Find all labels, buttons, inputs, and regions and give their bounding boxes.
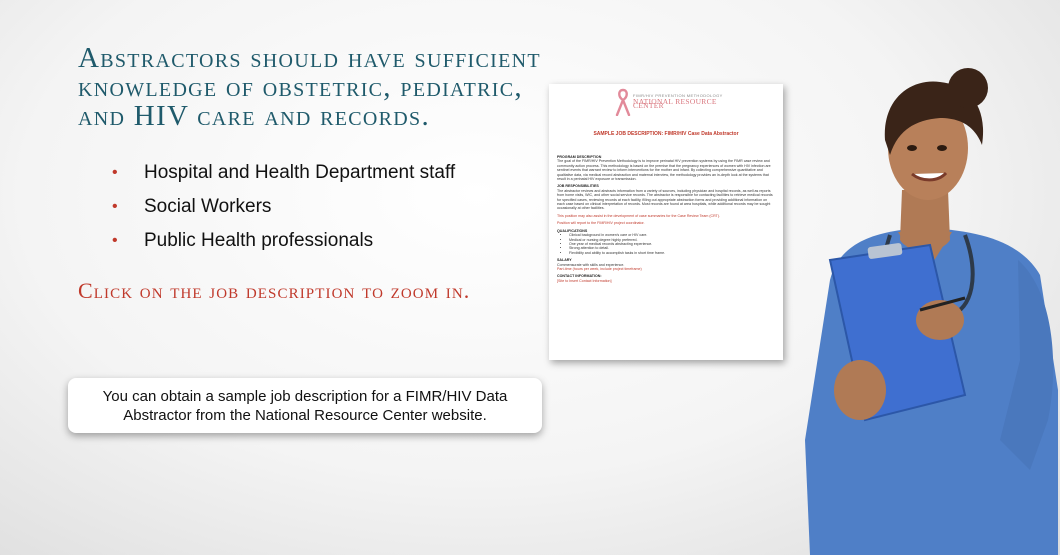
document-body: PROGRAM DESCRIPTION The goal of the FIMR/HIV Prevention Methodology is to improve perinatal HIV prevention systems by using the FIMR case review and community action process. This methodology is based on the premise that the pregnancy experiences of women with HIV infection are sentinel events that warrant review to inform interventions for the mother and infant. By collecting comprehensive quantitative and qualitative data, via medical record abstraction and maternal interview, the methodology provides an in-depth look at the systems that result in a perinatal HIV exposure or transmission. JOB RESPONSIBILITIES The abstractor reviews and abstracts information from a variety of sources, including physician and hospital records, as well as reports from home visits, WIC, and other social service records. The abstractor is responsible for contacting facilities to retrieve medical records for specified cases, reviewing records at each facility, filling out appropriate abstraction forms and providing additional information on each case based on clinical interpretation of records. Most records are found at area hospitals, while additional records may be sought occasionally at other facilities. This position may also assist in the development of case summaries for the Case Review Team (CRT). Position will report to the FIMR/HIV project coordinator. QUALIFICATIONS • Clinical background in women's care or HIV care. • Medical or nursing degree highly preferred. • One year of medical records abstracting experience. • Strong attention to detail. • Flexibility and ability to accomplish tasks in short time frame. SALARY Commensurate with skills and experience. Part-time (hours per week, include project timeframe) CONTACT INFORMATION: [Site to Insert Contact Information] xyxy=(557,152,775,283)
nrc-logo: FIMR/HIV PREVENTION METHODOLOGY NATIONAL RESOURCE CENTER xyxy=(615,88,735,118)
callout-box xyxy=(68,378,542,433)
bullet-dot-icon: • xyxy=(112,164,118,181)
job-description-thumbnail[interactable] xyxy=(549,84,783,360)
heading-line-2: knowledge of obstetric, pediatric, xyxy=(78,71,523,103)
list-item: • Public Health professionals xyxy=(112,228,455,262)
callout-text: You can obtain a sample job description for a FIMR/HIV Data Abstractor from the National Resource Center website. xyxy=(102,387,508,424)
bullet-list xyxy=(112,160,455,262)
slide-heading xyxy=(78,44,578,131)
zoom-instruction: Click on the job description to zoom in. xyxy=(78,278,471,303)
heading-line-1: Abstractors should have sufficient xyxy=(78,42,541,74)
list-item: • Hospital and Health Department staff xyxy=(112,160,455,194)
document-title: SAMPLE JOB DESCRIPTION: FIMR/HIV Case Data Abstractor xyxy=(593,131,739,137)
nurse-photo xyxy=(790,60,1060,555)
bullet-dot-icon: • xyxy=(112,198,118,215)
heading-line-3: and HIV care and records. xyxy=(78,100,431,132)
list-item: • Social Workers xyxy=(112,194,455,228)
qualifications-list: • Clinical background in women's care or HIV care. • Medical or nursing degree highly preferred. • One year of medical records abstracting experience. • Strong attention to detail. • Flexibility and ability to accomplish tasks in short time frame. xyxy=(557,233,775,255)
bullet-dot-icon: • xyxy=(112,232,118,249)
awareness-ribbon-icon xyxy=(615,88,631,116)
